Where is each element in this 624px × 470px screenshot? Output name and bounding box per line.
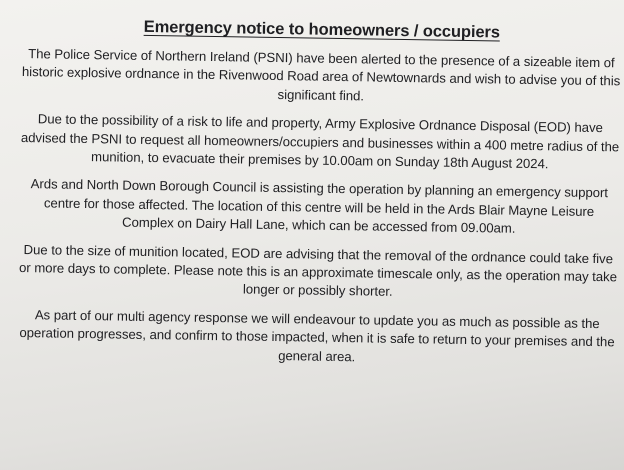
notice-title: Emergency notice to homeowners / occupiers bbox=[143, 17, 501, 42]
paragraph-timescale: Due to the size of munition located, EOD are advising that the removal of the ordnance could take five or more days to complete. Please note this is an approximate timescale only, as the operation may take longer or possibly shorter. bbox=[18, 241, 618, 300]
paragraph-support-centre: Ards and North Down Borough Council is assisting the operation by planning an emergency support centre for those affected. The location of this centre will be held in the Ards Blair Mayne Leisure Complex on Dairy Hall Lane, which can be accessed from 09.00am. bbox=[30, 176, 609, 237]
notice-content bbox=[16, 16, 622, 380]
paragraph-evacuation: Due to the possibility of a risk to life and property, Army Explosive Ordnance Disposal (EOD) have advised the PSNI to request all homeowners/occupiers and businesses within a 400 metre radius of the munition, to evacuate their premises by 10.00am on Sunday 18th August 2024. bbox=[20, 111, 620, 172]
paragraph-psni-alert: The Police Service of Northern Ireland (PSNI) have been alerted to the presence of a sizeable item of historic explosive ordnance in the Rivenwood Road area of Newtownards and wish to advise you of this significant find. bbox=[21, 46, 621, 104]
paragraph-updates: As part of our multi agency response we will endeavour to update you as much as possible as the operation progresses, and confirm to those impacted, when it is safe to return to your premises and the general area. bbox=[19, 307, 615, 364]
